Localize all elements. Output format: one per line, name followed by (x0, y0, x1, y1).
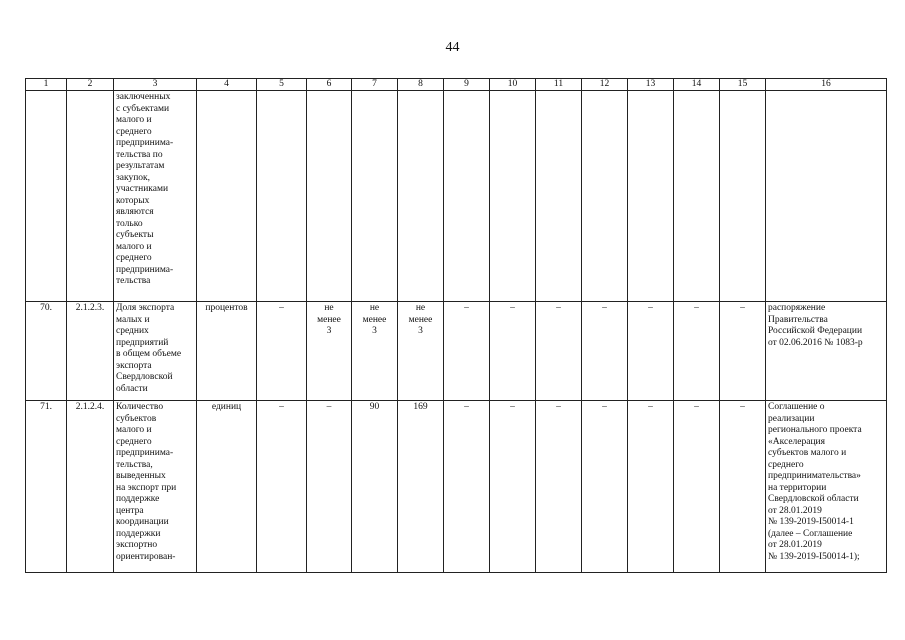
value-cell: – (720, 401, 766, 573)
value-cell: не менее 3 (398, 302, 444, 401)
table-row (26, 401, 887, 573)
value-cell: – (257, 302, 307, 401)
value-cell: – (490, 302, 536, 401)
row-number: 71. (26, 401, 67, 573)
indicator-name: заключенных с субъектами малого и среднего предпринима- тельства по результатам закупок, участниками которых являются только субъекты малого и среднего предпринима- тельства (114, 91, 197, 302)
value-cell: – (307, 401, 352, 573)
value-cell (307, 91, 352, 302)
legal-basis: Соглашение о реализации регионального проекта «Акселерация субъектов малого и среднего предпринимательства» на территории Свердловской области от 28.01.2019 № 139-2019-I50014-1 (далее – Соглашение от 28.01.2019 № 139-2019-I50014-1); (766, 401, 887, 573)
value-cell: – (582, 401, 628, 573)
value-cell (628, 91, 674, 302)
column-header: 5 (257, 79, 307, 91)
column-header: 9 (444, 79, 490, 91)
column-header: 4 (197, 79, 257, 91)
page-number: 44 (445, 40, 460, 55)
value-cell: – (720, 302, 766, 401)
value-cell: не менее 3 (307, 302, 352, 401)
value-cell: – (674, 401, 720, 573)
unit-cell: процентов (197, 302, 257, 401)
row-number (26, 91, 67, 302)
column-header: 11 (536, 79, 582, 91)
value-cell (582, 91, 628, 302)
value-cell: – (628, 302, 674, 401)
column-header: 13 (628, 79, 674, 91)
value-cell: – (490, 401, 536, 573)
data-table (25, 78, 887, 573)
value-cell (257, 91, 307, 302)
value-cell (674, 91, 720, 302)
column-header: 16 (766, 79, 887, 91)
column-header: 7 (352, 79, 398, 91)
row-code (67, 91, 114, 302)
column-header: 6 (307, 79, 352, 91)
value-cell: – (444, 302, 490, 401)
row-code: 2.1.2.3. (67, 302, 114, 401)
legal-basis: распоряжение Правительства Российской Федерации от 02.06.2016 № 1083-р (766, 302, 887, 401)
value-cell: – (444, 401, 490, 573)
value-cell (536, 91, 582, 302)
value-cell: 90 (352, 401, 398, 573)
unit-cell (197, 91, 257, 302)
column-header: 14 (674, 79, 720, 91)
header-row (26, 79, 887, 91)
column-header: 3 (114, 79, 197, 91)
table-row (26, 91, 887, 302)
value-cell: – (257, 401, 307, 573)
value-cell (398, 91, 444, 302)
column-header: 10 (490, 79, 536, 91)
value-cell: – (582, 302, 628, 401)
indicator-name: Доля экспорта малых и средних предприятий в общем объеме экспорта Свердловской области (114, 302, 197, 401)
value-cell: – (536, 401, 582, 573)
unit-cell: единиц (197, 401, 257, 573)
column-header: 12 (582, 79, 628, 91)
value-cell (352, 91, 398, 302)
row-code: 2.1.2.4. (67, 401, 114, 573)
value-cell: – (674, 302, 720, 401)
indicator-name: Количество субъектов малого и среднего предпринима- тельства, выведенных на экспорт при поддержке центра координации поддержки экспортно ориентирован- (114, 401, 197, 573)
value-cell: 169 (398, 401, 444, 573)
column-header: 2 (67, 79, 114, 91)
row-number: 70. (26, 302, 67, 401)
value-cell: не менее 3 (352, 302, 398, 401)
value-cell: – (536, 302, 582, 401)
column-header: 8 (398, 79, 444, 91)
table-row (26, 302, 887, 401)
legal-basis (766, 91, 887, 302)
value-cell: – (628, 401, 674, 573)
value-cell (444, 91, 490, 302)
column-header: 15 (720, 79, 766, 91)
value-cell (720, 91, 766, 302)
column-header: 1 (26, 79, 67, 91)
value-cell (490, 91, 536, 302)
